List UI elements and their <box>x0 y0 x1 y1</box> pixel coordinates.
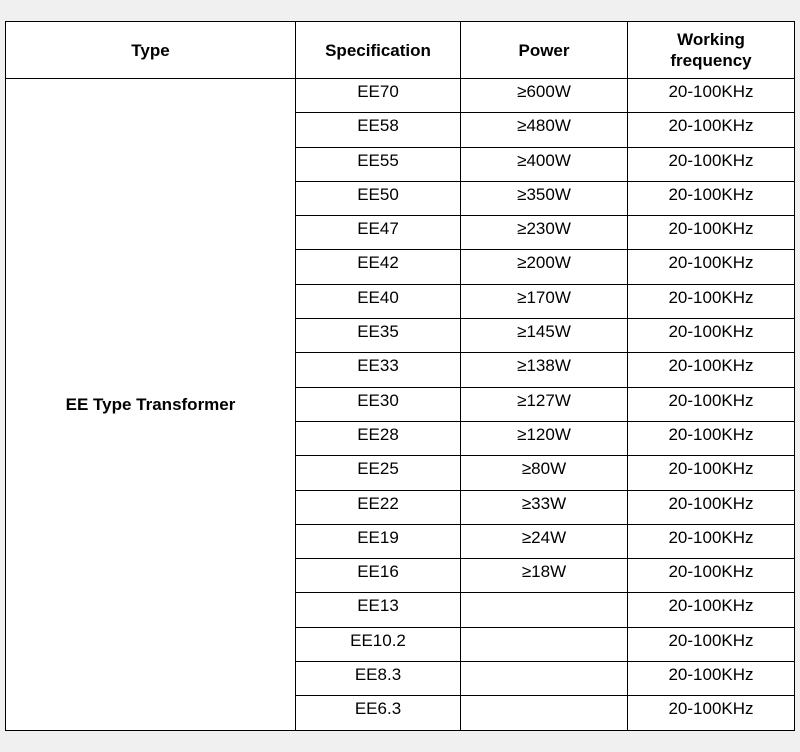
freq-cell: 20-100KHz <box>628 456 795 490</box>
header-power: Power <box>461 22 628 79</box>
freq-cell: 20-100KHz <box>628 181 795 215</box>
power-cell: ≥24W <box>461 524 628 558</box>
spec-cell: EE35 <box>296 319 461 353</box>
spec-cell: EE19 <box>296 524 461 558</box>
header-row <box>6 22 795 79</box>
power-cell <box>461 627 628 661</box>
spec-cell: EE50 <box>296 181 461 215</box>
power-cell: ≥480W <box>461 113 628 147</box>
power-cell <box>461 696 628 730</box>
table-row <box>6 79 795 113</box>
power-cell: ≥230W <box>461 216 628 250</box>
spec-cell: EE30 <box>296 387 461 421</box>
freq-cell: 20-100KHz <box>628 662 795 696</box>
power-cell: ≥127W <box>461 387 628 421</box>
power-cell: ≥350W <box>461 181 628 215</box>
freq-cell: 20-100KHz <box>628 284 795 318</box>
spec-cell: EE25 <box>296 456 461 490</box>
header-specification: Specification <box>296 22 461 79</box>
spec-cell: EE55 <box>296 147 461 181</box>
type-cell: EE Type Transformer <box>6 79 296 731</box>
power-cell: ≥80W <box>461 456 628 490</box>
spec-cell: EE10.2 <box>296 627 461 661</box>
power-cell: ≥120W <box>461 421 628 455</box>
spec-cell: EE28 <box>296 421 461 455</box>
freq-cell: 20-100KHz <box>628 559 795 593</box>
freq-cell: 20-100KHz <box>628 79 795 113</box>
freq-cell: 20-100KHz <box>628 387 795 421</box>
freq-cell: 20-100KHz <box>628 490 795 524</box>
spec-cell: EE70 <box>296 79 461 113</box>
transformer-spec-table <box>5 21 795 731</box>
power-cell: ≥138W <box>461 353 628 387</box>
spec-cell: EE16 <box>296 559 461 593</box>
header-type: Type <box>6 22 296 79</box>
power-cell: ≥18W <box>461 559 628 593</box>
spec-cell: EE42 <box>296 250 461 284</box>
power-cell: ≥600W <box>461 79 628 113</box>
spec-cell: EE33 <box>296 353 461 387</box>
freq-cell: 20-100KHz <box>628 593 795 627</box>
header-working-frequency: Working frequency <box>628 22 795 79</box>
power-cell <box>461 662 628 696</box>
power-cell: ≥200W <box>461 250 628 284</box>
spec-cell: EE22 <box>296 490 461 524</box>
freq-cell: 20-100KHz <box>628 696 795 730</box>
freq-cell: 20-100KHz <box>628 113 795 147</box>
spec-cell: EE47 <box>296 216 461 250</box>
spec-cell: EE8.3 <box>296 662 461 696</box>
spec-cell: EE58 <box>296 113 461 147</box>
freq-cell: 20-100KHz <box>628 250 795 284</box>
power-cell: ≥145W <box>461 319 628 353</box>
freq-cell: 20-100KHz <box>628 216 795 250</box>
power-cell <box>461 593 628 627</box>
spec-cell: EE40 <box>296 284 461 318</box>
freq-cell: 20-100KHz <box>628 627 795 661</box>
freq-cell: 20-100KHz <box>628 421 795 455</box>
freq-cell: 20-100KHz <box>628 353 795 387</box>
spec-cell: EE13 <box>296 593 461 627</box>
freq-cell: 20-100KHz <box>628 524 795 558</box>
freq-cell: 20-100KHz <box>628 147 795 181</box>
power-cell: ≥33W <box>461 490 628 524</box>
spec-cell: EE6.3 <box>296 696 461 730</box>
power-cell: ≥400W <box>461 147 628 181</box>
power-cell: ≥170W <box>461 284 628 318</box>
freq-cell: 20-100KHz <box>628 319 795 353</box>
